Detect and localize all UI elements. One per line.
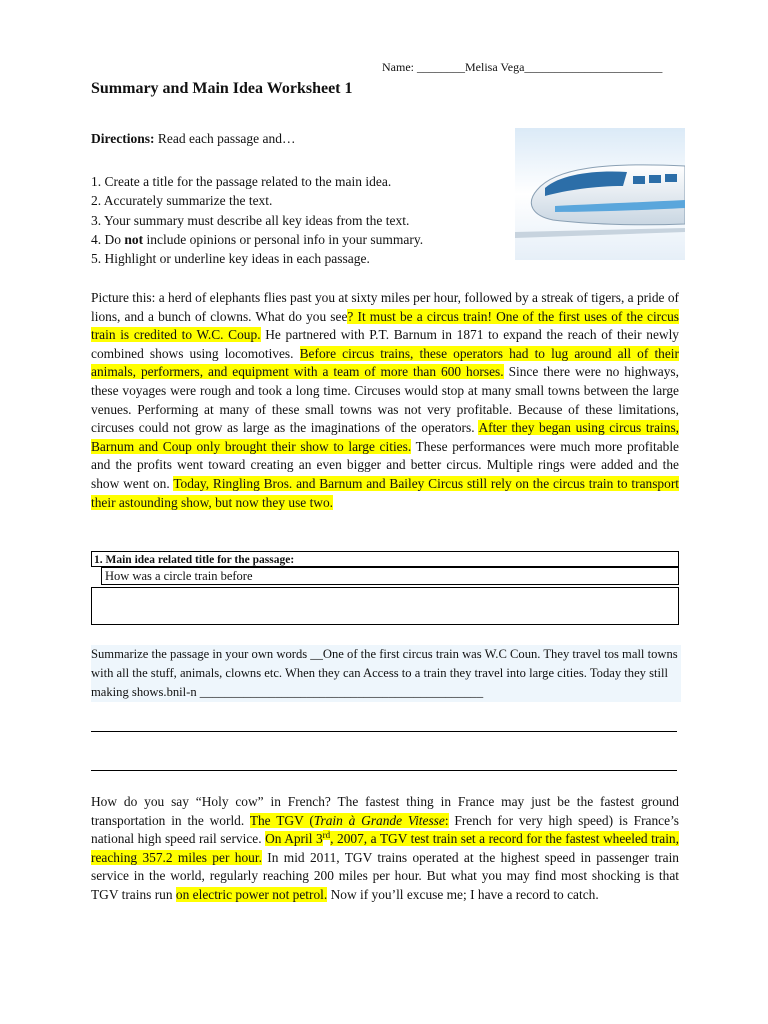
passage-text: These performances were much more profitable and the profits went toward creating an even bigger and better circus. Multiple rings were added and the show went on.: [91, 438, 680, 491]
high-speed-train-icon: [515, 128, 685, 260]
passage-circus-train: [91, 289, 679, 512]
answer-line: [91, 731, 677, 732]
main-idea-answer[interactable]: How was a circle train before: [101, 567, 679, 585]
highlighted-text: On April 3: [265, 831, 323, 847]
passage-text: French for very high speed) is France’s national high speed rail service.: [91, 812, 680, 847]
directions: [91, 131, 295, 147]
directions-label: Directions:: [91, 131, 155, 146]
passage-text: How do you say “Holy cow” in French? The fastest thing in France may just be the fastest ground transportation in the world.: [91, 794, 679, 828]
highlighted-text: Train à Grande Vitesse: [313, 812, 445, 828]
instruction-list: [91, 172, 423, 268]
instruction-item: 4. Do not include opinions or personal info in your summary.: [91, 231, 424, 247]
instruction-item: 2. Accurately summarize the text.: [91, 193, 273, 209]
passage-text: He partnered with P.T. Barnum in 1871 to expand the reach of their newly combined shows using locomotives.: [91, 327, 679, 361]
instruction-item: 5. Highlight or underline key ideas in each passage.: [91, 251, 370, 267]
passage-text: Picture this: a herd of elephants flies past you at sixty miles per hour, followed by a streak of tigers, a pride of lions, and a bunch of clowns. What do you see: [91, 290, 679, 324]
highlighted-text: Before circus trains, these operators had to lug around all of their animals, performers, and equipment with a team of more than 600 horses.: [91, 345, 679, 380]
page-title: Summary and Main Idea Worksheet 1: [91, 80, 353, 97]
main-idea-label: 1. Main idea related title for the passage:: [91, 551, 679, 567]
highlighted-text: rd: [322, 829, 331, 840]
name-line: Name: ________Melisa Vega_______________________: [382, 60, 663, 74]
directions-text: Read each passage and…: [154, 131, 296, 146]
instruction-item: 3. Your summary must describe all key ideas from the text.: [91, 212, 410, 228]
answer-line: [91, 770, 677, 771]
instruction-item: 1. Create a title for the passage related to the main idea.: [91, 174, 392, 189]
highlighted-text: The TGV (: [249, 812, 314, 828]
summary-answer[interactable]: Summarize the passage in your own words __One of the first circus train was W.C Coun. They travel tos mall towns with all the stuff, animals, clowns etc. When they can Access to a train they travel into large cities. Today they still making shows.bnil-n _____________________________________________: [91, 645, 681, 702]
highlighted-text: :: [444, 812, 449, 828]
passage-text: Since there were no highways, these voyages were rough and took a long time. Circuses would stop at many small towns between the large venues. Performing at many of these small towns was not very profitable. Because of these limitations, circuses could not grow as large as the imaginations of the operators.: [91, 364, 679, 436]
highlighted-text: ? It must be a circus train! One of the first uses of the circus train is credited to W.C. Coup.: [91, 308, 679, 343]
main-idea-empty-cell[interactable]: [91, 587, 679, 625]
highlighted-text: After they began using circus trains, Barnum and Coup only brought their show to large cities.: [91, 420, 679, 454]
passage-tgv: [91, 793, 679, 905]
highlighted-text: , 2007, a TGV test train set a record for the fastest wheeled train, reaching 357.2 miles per hour.: [91, 831, 679, 865]
highlighted-text: Today, Ringling Bros. and Barnum and Bailey Circus still rely on the circus train to transport their astounding show, but now they use two.: [91, 475, 679, 510]
highlighted-text: on electric power not petrol.: [175, 886, 328, 902]
passage-text: In mid 2011, TGV trains operated at the highest speed in passenger train service in the world, regularly reaching 200 miles per hour. But what you may find most shocking is that TGV trains run: [91, 849, 679, 902]
passage-text: Now if you’ll excuse me; I have a record to catch.: [327, 886, 599, 902]
